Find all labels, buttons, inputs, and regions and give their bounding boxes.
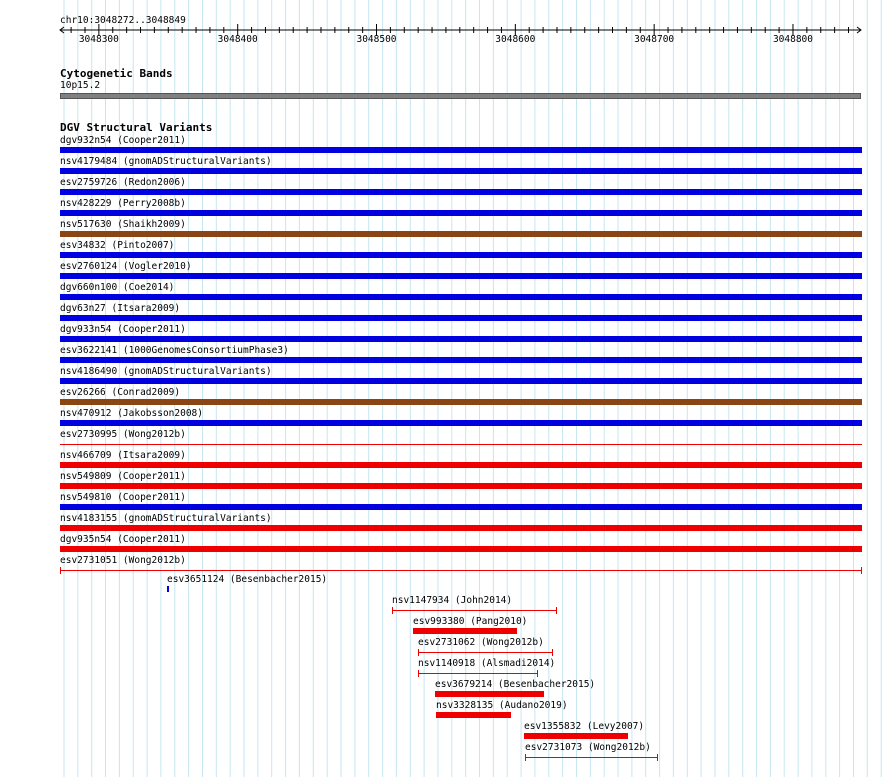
feature-label: esv3622141 (1000GenomesConsortiumPhase3) — [60, 345, 289, 356]
sv-feature-7-glyph[interactable] — [524, 733, 628, 739]
sv-track-8-glyph[interactable] — [60, 315, 862, 321]
sv-track-15-glyph[interactable] — [60, 462, 862, 468]
feature-label: nsv1140918 (Alsmadi2014) — [418, 658, 556, 669]
sv-feature-5-glyph[interactable] — [435, 691, 544, 697]
cytoband-bar[interactable] — [60, 93, 861, 99]
feature-label: nsv549810 (Cooper2011) — [60, 492, 186, 503]
feature-start-cap — [525, 754, 526, 761]
sv-track-6-glyph[interactable] — [60, 273, 862, 279]
feature-label: esv3651124 (Besenbacher2015) — [167, 574, 328, 585]
feature-label: nsv4186490 (gnomADStructuralVariants) — [60, 366, 272, 377]
ruler-location: chr10:3048272..3048849 — [60, 15, 186, 26]
sv-track-12-glyph[interactable] — [60, 399, 862, 405]
ruler-axis[interactable] — [0, 20, 890, 70]
feature-label: nsv4183155 (gnomADStructuralVariants) — [60, 513, 272, 524]
feature-label: dgv933n54 (Cooper2011) — [60, 324, 186, 335]
sv-track-1-glyph[interactable] — [60, 168, 862, 174]
feature-label: nsv549809 (Cooper2011) — [60, 471, 186, 482]
sv-track-7-glyph[interactable] — [60, 294, 862, 300]
feature-label: nsv466709 (Itsara2009) — [60, 450, 186, 461]
feature-label: esv2731062 (Wong2012b) — [418, 637, 544, 648]
feature-label: nsv3328135 (Audano2019) — [436, 700, 568, 711]
feature-line — [418, 652, 553, 653]
sv-feature-0-glyph[interactable] — [167, 586, 169, 592]
feature-label: esv3679214 (Besenbacher2015) — [435, 679, 596, 690]
sv-feature-2-glyph[interactable] — [413, 628, 517, 634]
sv-track-11-glyph[interactable] — [60, 378, 862, 384]
feature-end-cap — [657, 754, 658, 761]
ruler-tick-label: 3048300 — [78, 34, 119, 45]
sv-track-17-glyph[interactable] — [60, 504, 862, 510]
feature-end-cap — [537, 670, 538, 677]
feature-label: esv2759726 (Redon2006) — [60, 177, 186, 188]
sv-track-2-glyph[interactable] — [60, 189, 862, 195]
sv-track-16-glyph[interactable] — [60, 483, 862, 489]
ruler-tick-label: 3048400 — [217, 34, 258, 45]
feature-label: esv1355832 (Levy2007) — [524, 721, 645, 732]
feature-start-cap — [60, 567, 61, 574]
feature-line — [60, 444, 862, 445]
feature-label: esv2730995 (Wong2012b) — [60, 429, 186, 440]
ruler-tick-label: 3048500 — [356, 34, 397, 45]
feature-line — [392, 610, 557, 611]
sv-track-4-glyph[interactable] — [60, 231, 862, 237]
feature-label: nsv470912 (Jakobsson2008) — [60, 408, 203, 419]
ruler-tick-label: 3048800 — [772, 34, 813, 45]
ruler-tick-label: 3048600 — [495, 34, 536, 45]
feature-line — [60, 570, 862, 571]
sv-track-9-glyph[interactable] — [60, 336, 862, 342]
feature-label: dgv660n100 (Coe2014) — [60, 282, 175, 293]
sv-track-5-glyph[interactable] — [60, 252, 862, 258]
sv-track-10-glyph[interactable] — [60, 357, 862, 363]
feature-label: esv2731073 (Wong2012b) — [525, 742, 651, 753]
feature-label: esv2731051 (Wong2012b) — [60, 555, 186, 566]
feature-label: esv34832 (Pinto2007) — [60, 240, 175, 251]
cytoband-title: Cytogenetic Bands — [60, 67, 173, 80]
feature-end-cap — [861, 567, 862, 574]
feature-line — [525, 757, 658, 758]
feature-label: dgv63n27 (Itsara2009) — [60, 303, 181, 314]
sv-track-0-glyph[interactable] — [60, 147, 862, 153]
feature-label: dgv932n54 (Cooper2011) — [60, 135, 186, 146]
feature-label: nsv428229 (Perry2008b) — [60, 198, 186, 209]
feature-start-cap — [418, 649, 419, 656]
sv-track-13-glyph[interactable] — [60, 420, 862, 426]
dgv-title: DGV Structural Variants — [60, 121, 213, 134]
feature-label: esv993380 (Pang2010) — [413, 616, 528, 627]
sv-feature-6-glyph[interactable] — [436, 712, 511, 718]
sv-track-19-glyph[interactable] — [60, 546, 862, 552]
feature-end-cap — [556, 607, 557, 614]
feature-label: esv26266 (Conrad2009) — [60, 387, 181, 398]
feature-line — [418, 673, 538, 674]
feature-label: nsv1147934 (John2014) — [392, 595, 513, 606]
ruler-tick-label: 3048700 — [634, 34, 675, 45]
feature-end-cap — [552, 649, 553, 656]
feature-start-cap — [392, 607, 393, 614]
feature-start-cap — [418, 670, 419, 677]
cytoband-label: 10p15.2 — [60, 80, 101, 91]
feature-label: esv2760124 (Vogler2010) — [60, 261, 192, 272]
feature-label: nsv4179484 (gnomADStructuralVariants) — [60, 156, 272, 167]
feature-label: nsv517630 (Shaikh2009) — [60, 219, 186, 230]
feature-label: dgv935n54 (Cooper2011) — [60, 534, 186, 545]
sv-track-18-glyph[interactable] — [60, 525, 862, 531]
sv-track-3-glyph[interactable] — [60, 210, 862, 216]
